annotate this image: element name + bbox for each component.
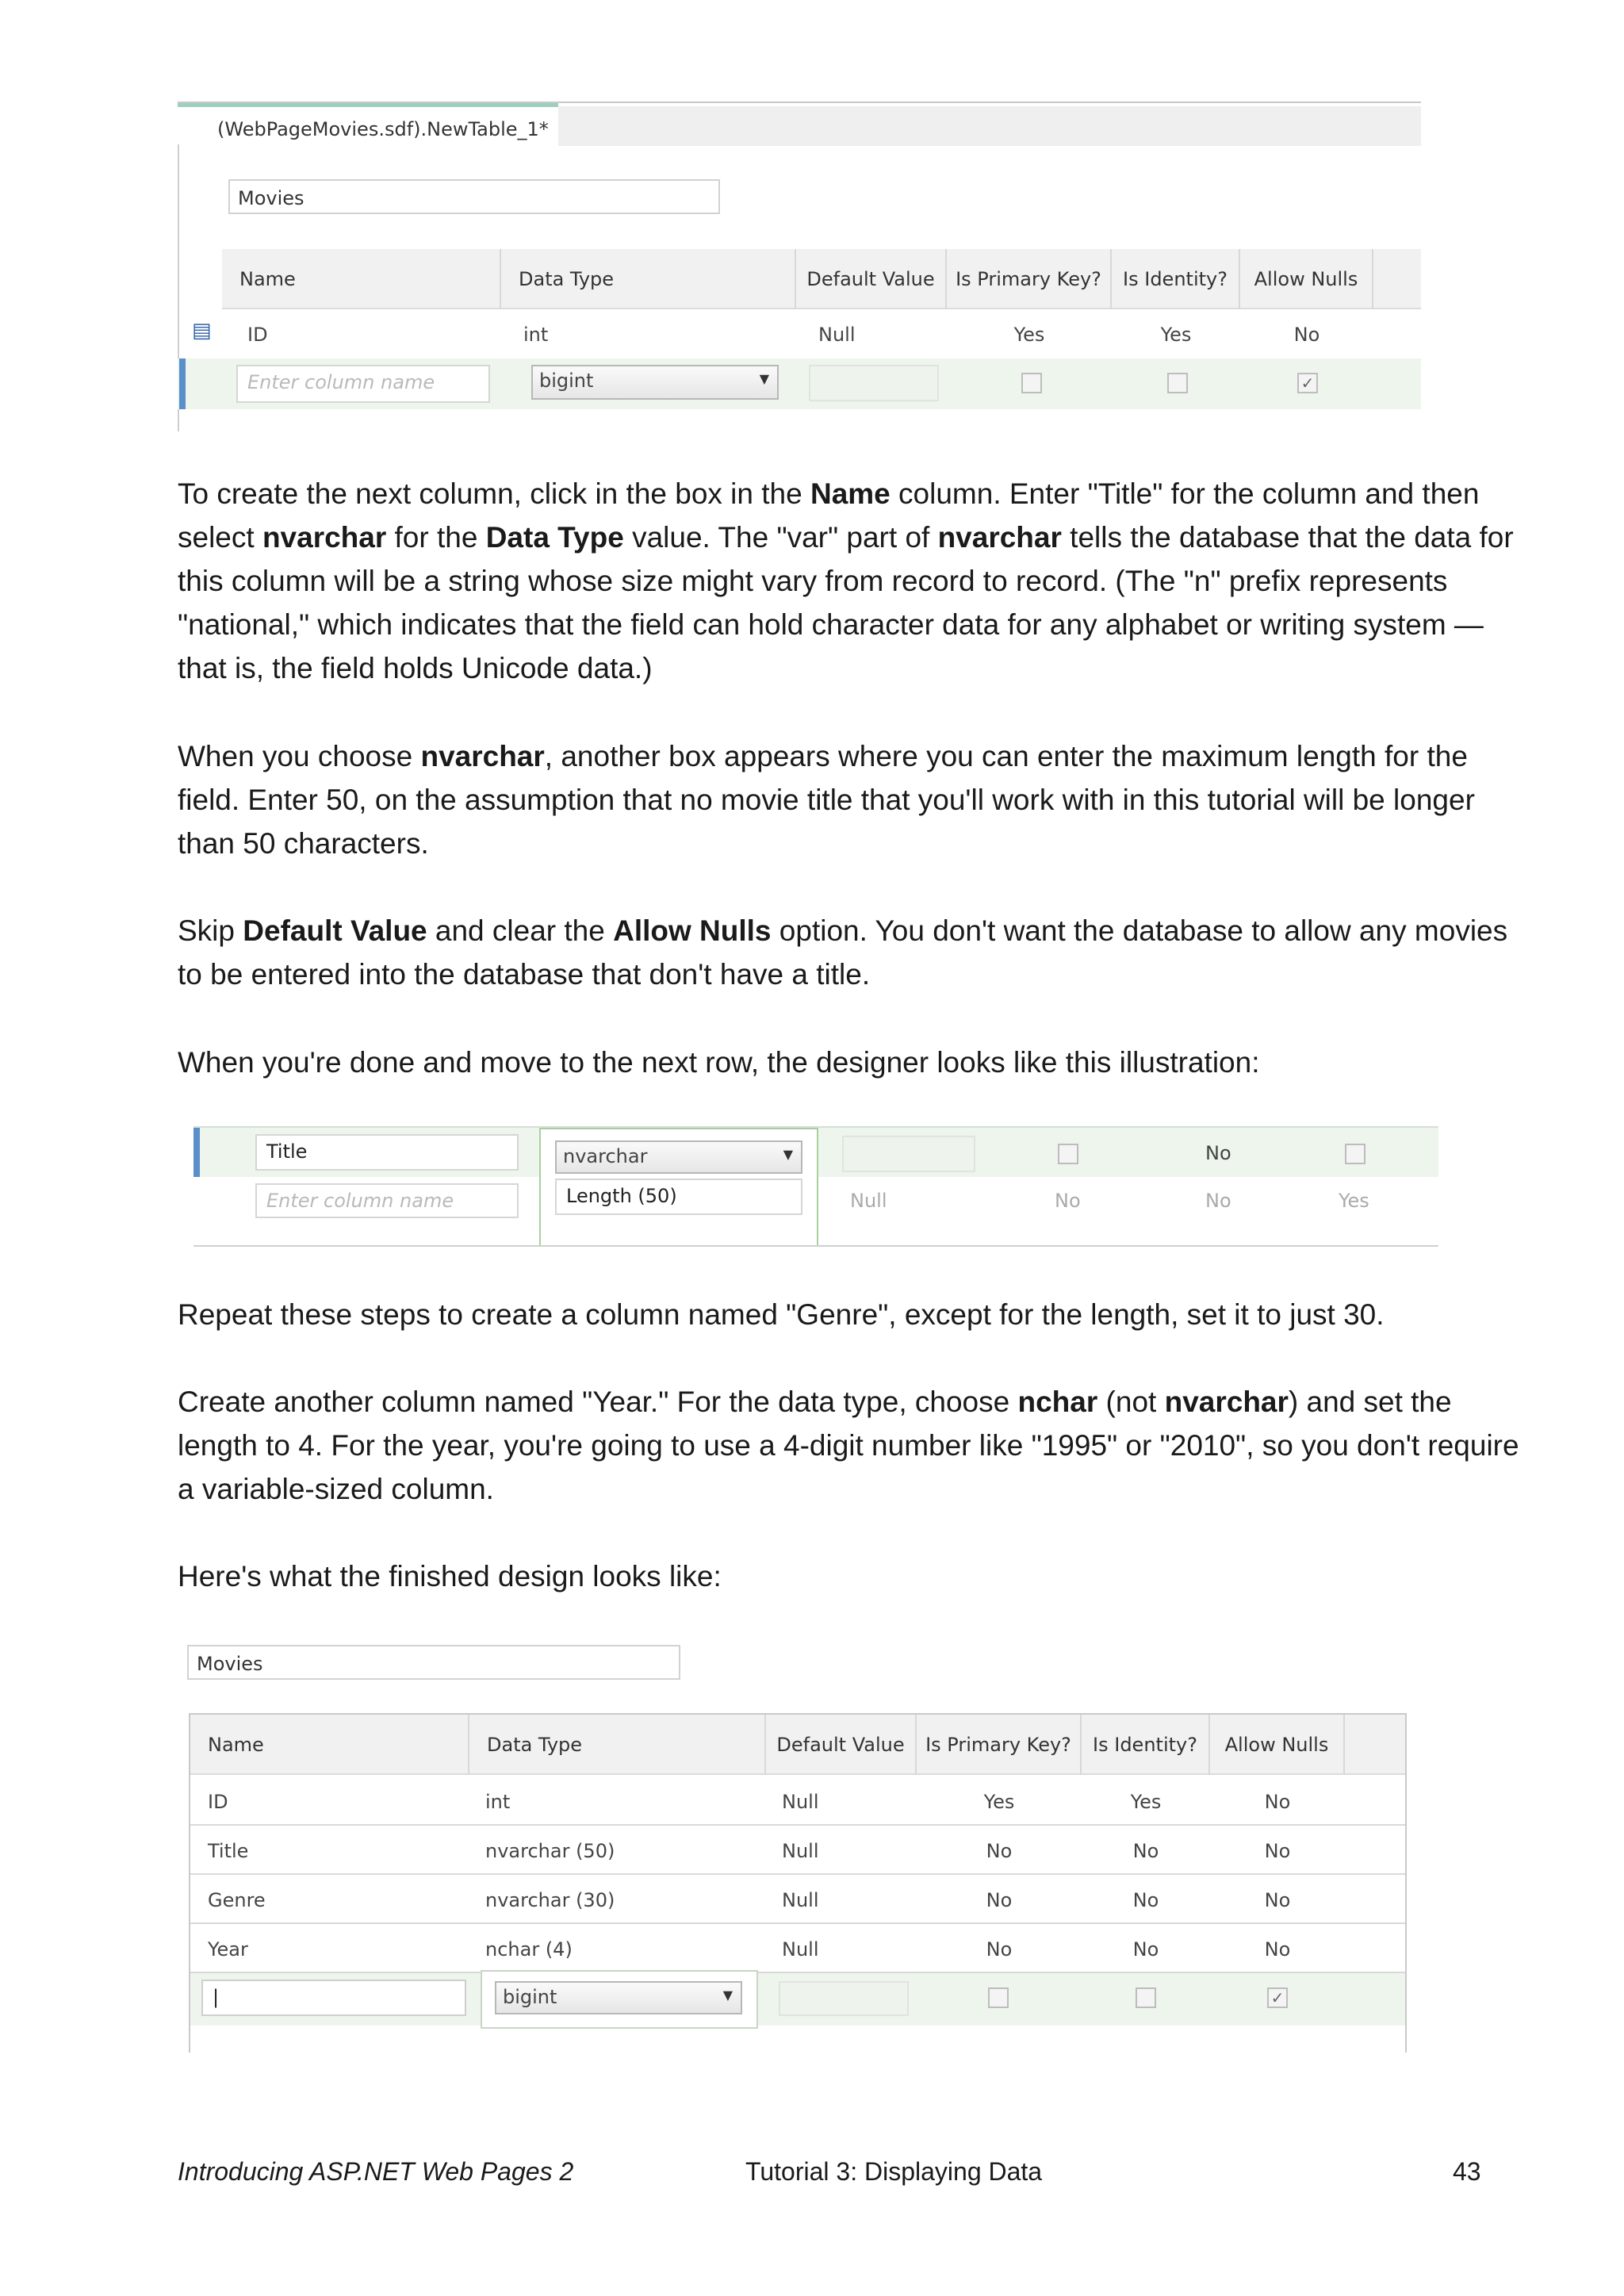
length-input[interactable]: Length (50)	[555, 1179, 802, 1215]
column-name-input[interactable]: Enter column name	[236, 365, 490, 403]
cell-allow-nulls: No	[1264, 1938, 1291, 1961]
table-name-input[interactable]: Movies	[187, 1645, 680, 1680]
cell-identity: Yes	[1130, 1791, 1162, 1813]
cell-name: Genre	[208, 1889, 266, 1911]
paragraph-genre: Repeat these steps to create a column named "Genre", except for the length, set it to just 30.	[178, 1298, 1385, 1331]
header-allow-nulls: Allow Nulls	[1210, 1715, 1345, 1775]
data-type-select[interactable]	[531, 365, 779, 400]
columns-grid	[189, 1713, 1407, 2053]
primary-key-checkbox[interactable]	[1058, 1144, 1078, 1164]
default-value-input[interactable]	[842, 1136, 975, 1172]
column-header-row	[222, 249, 1421, 309]
current-row-marker	[179, 358, 186, 409]
cell-default-value: Null	[782, 1889, 819, 1911]
identity-checkbox[interactable]	[1136, 1987, 1156, 2008]
table-designer-screenshot-3	[184, 1640, 1421, 2053]
tab-label: (WebPageMovies.sdf).NewTable_1*	[217, 118, 549, 140]
header-name: Name	[222, 249, 501, 309]
table-name-input[interactable]: Movies	[228, 179, 720, 214]
paragraph-create-title-column: To create the next column, click in the box in the Name column. Enter "Title" for the column and then select nvarchar for the Data Type value. The "var" part of nvarchar tells the database that the data for this column will be a string whose size might vary from record to record. (The "n" prefix represents "national," which indicates that the field can hold character data for any alphabet or writing system — that is, the field holds Unicode data.)	[178, 477, 1514, 684]
footer-book-title: Introducing ASP.NET Web Pages 2	[178, 2157, 574, 2186]
cell-primary-key: Yes	[983, 1791, 1015, 1813]
cell-primary-key: No	[986, 1840, 1013, 1862]
cell-default-value: Null	[782, 1840, 819, 1862]
paragraph-designer-illustration: When you're done and move to the next row, the designer looks like this illustration:	[178, 1046, 1260, 1079]
column-name-input[interactable]: Enter column name	[255, 1183, 519, 1218]
column-name-input[interactable]: Title	[255, 1134, 519, 1171]
cell-data-type: int	[523, 324, 549, 346]
chevron-down-icon: ▼	[759, 371, 769, 386]
cell-identity: No	[1205, 1190, 1231, 1212]
header-primary-key: Is Primary Key?	[947, 249, 1112, 309]
cell-name: ID	[208, 1791, 228, 1813]
header-primary-key: Is Primary Key?	[917, 1715, 1082, 1775]
footer-chapter: Tutorial 3: Displaying Data	[745, 2157, 1043, 2186]
table-row[interactable]	[190, 1875, 1405, 1924]
cell-primary-key: No	[986, 1889, 1013, 1911]
document-tabstrip	[178, 102, 1421, 144]
cell-primary-key: No	[1055, 1190, 1081, 1212]
cell-identity: No	[1205, 1142, 1231, 1164]
default-value-input[interactable]	[779, 1981, 909, 2016]
cell-identity: Yes	[1160, 324, 1192, 346]
text-cursor: |	[213, 1986, 220, 2008]
cell-primary-key: Yes	[1013, 324, 1045, 346]
header-name: Name	[190, 1715, 469, 1775]
cell-default-value: Null	[850, 1190, 887, 1212]
cell-name: ID	[247, 324, 268, 346]
cell-data-type: nchar (4)	[485, 1938, 573, 1961]
header-default-value: Default Value	[796, 249, 947, 309]
current-row-marker	[193, 1128, 200, 1177]
header-data-type: Data Type	[469, 1715, 766, 1775]
header-identity: Is Identity?	[1112, 249, 1240, 309]
identity-checkbox[interactable]	[1167, 373, 1188, 393]
column-name-input[interactable]	[201, 1980, 466, 2016]
new-column-row[interactable]	[178, 358, 1421, 409]
document-tab[interactable]	[178, 103, 558, 146]
data-type-select[interactable]	[555, 1140, 802, 1174]
table-designer-screenshot-1	[178, 102, 1421, 431]
data-type-value: bigint	[539, 370, 594, 392]
new-column-row[interactable]	[190, 1973, 1405, 2026]
cell-primary-key: No	[986, 1938, 1013, 1961]
table-row[interactable]	[190, 1826, 1405, 1875]
table-row[interactable]	[178, 311, 1421, 357]
cell-default-value: Null	[782, 1791, 819, 1813]
allow-nulls-checkbox[interactable]	[1345, 1144, 1365, 1164]
tabstrip-background	[558, 106, 1421, 146]
paragraph-year: Create another column named "Year." For the data type, choose nchar (not nvarchar) and set the length to 4. For the year, you're going to use a 4-digit number like "1995" or "2010", so you don't require a variable-sized column.	[178, 1386, 1519, 1505]
allow-nulls-checkbox[interactable]: ✓	[1267, 1987, 1288, 2008]
column-header-row	[190, 1715, 1405, 1775]
cell-default-value: Null	[818, 324, 856, 346]
chevron-down-icon: ▼	[722, 1987, 733, 2003]
cell-default-value: Null	[782, 1938, 819, 1961]
primary-key-checkbox[interactable]	[988, 1987, 1009, 2008]
cell-allow-nulls: No	[1264, 1889, 1291, 1911]
cell-allow-nulls: No	[1293, 324, 1320, 346]
table-row[interactable]	[190, 1924, 1405, 1973]
header-data-type: Data Type	[501, 249, 796, 309]
paragraph-allow-nulls: Skip Default Value and clear the Allow Nulls option. You don't want the database to allow any movies to be entered into the database that don't have a title.	[178, 914, 1508, 991]
row-selector-icon: ▤	[192, 319, 212, 343]
cell-identity: No	[1132, 1938, 1159, 1961]
cell-name: Year	[208, 1938, 248, 1961]
header-identity: Is Identity?	[1082, 1715, 1210, 1775]
paragraph-finished-design: Here's what the finished design looks like:	[178, 1560, 722, 1593]
header-default-value: Default Value	[766, 1715, 917, 1775]
allow-nulls-checkbox[interactable]: ✓	[1297, 373, 1318, 393]
primary-key-checkbox[interactable]	[1021, 373, 1042, 393]
cell-allow-nulls: No	[1264, 1791, 1291, 1813]
table-designer-screenshot-2	[193, 1126, 1438, 1247]
cell-data-type: nvarchar (50)	[485, 1840, 615, 1862]
chevron-down-icon: ▼	[783, 1147, 793, 1162]
paragraph-length: When you choose nvarchar, another box appears where you can enter the maximum length for the field. Enter 50, on the assumption that no movie title that you'll work with in this tutorial will be longer than 50 characters.	[178, 740, 1475, 860]
table-row[interactable]	[190, 1777, 1405, 1826]
cell-data-type: nvarchar (30)	[485, 1889, 615, 1911]
next-row[interactable]	[193, 1179, 1438, 1247]
data-type-value: nvarchar	[563, 1145, 648, 1167]
title-row[interactable]	[193, 1126, 1438, 1177]
data-type-select[interactable]	[495, 1981, 742, 2014]
data-type-value: bigint	[503, 1986, 557, 2008]
cell-identity: No	[1132, 1840, 1159, 1862]
header-allow-nulls: Allow Nulls	[1240, 249, 1373, 309]
cell-allow-nulls: Yes	[1339, 1190, 1369, 1212]
cell-allow-nulls: No	[1264, 1840, 1291, 1862]
cell-data-type: int	[485, 1791, 511, 1813]
cell-name: Title	[208, 1840, 249, 1862]
cell-identity: No	[1132, 1889, 1159, 1911]
page-number: 43	[1453, 2157, 1481, 2186]
default-value-input[interactable]	[809, 365, 939, 401]
